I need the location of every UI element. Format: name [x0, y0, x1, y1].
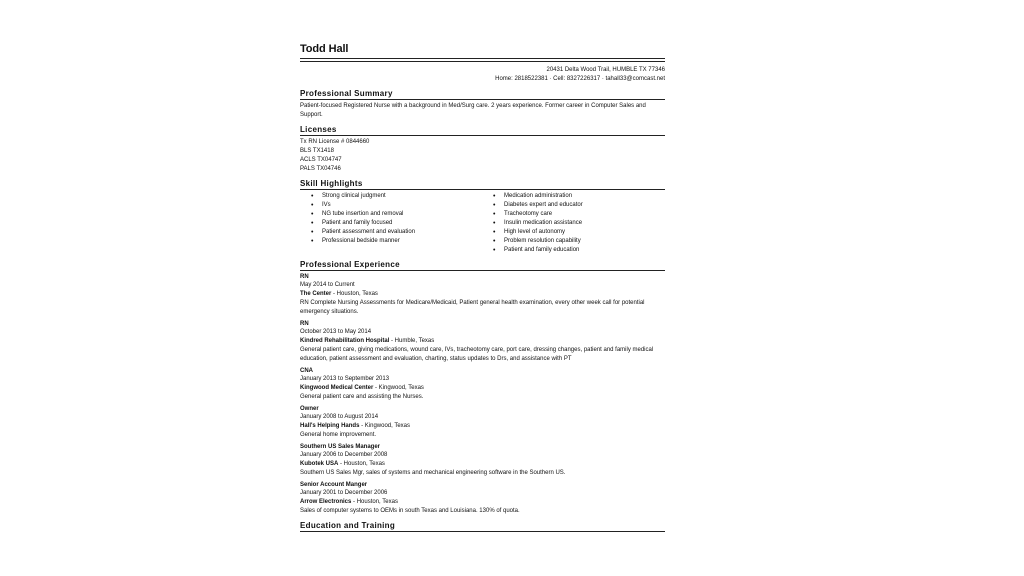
license-item: Tx RN License # 0844660 — [300, 139, 370, 145]
job-company: The Center — [300, 291, 332, 297]
job-entry — [300, 320, 665, 364]
job-location: - Houston, Texas — [338, 461, 385, 467]
contact-block — [300, 66, 665, 84]
skills-heading: Skill Highlights — [300, 179, 665, 190]
skill-item: • Insulin medication assistance — [482, 219, 583, 228]
contact-phones-email: Home: 2818522381 · Cell: 8327226317 · tahall33@comcast.net — [495, 76, 665, 82]
skills-columns — [300, 192, 665, 255]
license-item: PALS TX04746 — [300, 166, 341, 172]
job-entry — [300, 481, 665, 516]
skill-item: • Professional bedside manner — [300, 237, 482, 246]
skill-item: • Strong clinical judgment — [300, 192, 482, 201]
job-entry — [300, 273, 665, 317]
job-company-line — [300, 290, 665, 299]
job-description: General patient care, giving medications, wound care, IVs, tracheotomy care, port care, dressing changes, patient and family medical education, patient assessment and evaluation, charting, status updates to Drs, and assistance with PT — [300, 347, 654, 362]
job-company-line — [300, 498, 665, 507]
job-dates: January 2001 to December 2006 — [300, 490, 388, 496]
licenses-heading: Licenses — [300, 125, 665, 136]
skill-item: • Tracheotomy care — [482, 210, 583, 219]
skill-item: • Medication administration — [482, 192, 583, 201]
job-entry — [300, 443, 665, 478]
skill-item: • Problem resolution capability — [482, 237, 583, 246]
skills-right-list — [482, 192, 583, 255]
job-company: Kingwood Medical Center — [300, 385, 374, 391]
job-location: - Humble, Texas — [389, 338, 435, 344]
job-dates: January 2013 to September 2013 — [300, 376, 390, 382]
licenses-list — [300, 138, 665, 174]
skill-item: • High level of autonomy — [482, 228, 583, 237]
job-company-line — [300, 337, 665, 346]
job-entry — [300, 367, 665, 402]
job-dates: January 2008 to August 2014 — [300, 414, 379, 420]
job-company: Kubotek USA — [300, 461, 339, 467]
experience-list — [300, 273, 665, 516]
job-company-line — [300, 422, 665, 431]
job-dates: May 2014 to Current — [300, 282, 355, 288]
contact-address: 20431 Delta Wood Trail, HUMBLE TX 77346 — [546, 67, 665, 73]
header-divider — [300, 58, 665, 62]
job-company-line — [300, 384, 665, 393]
skill-item: • NG tube insertion and removal — [300, 210, 482, 219]
skill-item: • IVs — [300, 201, 482, 210]
skill-item: • Patient and family education — [482, 246, 583, 255]
job-location: - Kingwood, Texas — [359, 423, 411, 429]
job-company-line — [300, 460, 665, 469]
job-title: RN — [300, 321, 309, 327]
job-title: Senior Account Manger — [300, 482, 368, 488]
resume-name: Todd Hall — [300, 43, 349, 55]
job-entry — [300, 405, 665, 440]
skill-item: • Diabetes expert and educator — [482, 201, 583, 210]
job-location: - Kingwood, Texas — [373, 385, 424, 391]
license-item: ACLS TX04747 — [300, 157, 342, 163]
job-title: Southern US Sales Manager — [300, 444, 381, 450]
job-dates: October 2013 to May 2014 — [300, 329, 372, 335]
job-location: - Houston, Texas — [331, 291, 378, 297]
skills-left-list — [300, 192, 482, 255]
job-description: Southern US Sales Mgr, sales of systems and mechanical engineering software in the Southern US. — [300, 470, 566, 476]
job-description: RN Complete Nursing Assessments for Medicare/Medicaid, Patient general health examination, every other week call for potential emergency situations. — [300, 300, 645, 315]
summary-heading: Professional Summary — [300, 89, 665, 100]
resume-page — [300, 43, 665, 534]
job-description: Sales of computer systems to OEMs in south Texas and Louisiana. 130% of quota. — [300, 508, 520, 514]
job-title: CNA — [300, 368, 313, 374]
license-item: BLS TX1418 — [300, 148, 334, 154]
job-title: Owner — [300, 406, 319, 412]
summary-text: Patient-focused Registered Nurse with a background in Med/Surg care. 2 years experience. Former career in Computer Sales and Support. — [300, 103, 646, 118]
job-company: Hall's Helping Hands — [300, 423, 360, 429]
job-company: Arrow Electronics — [300, 499, 352, 505]
job-title: RN — [300, 274, 309, 280]
job-description: General home improvement. — [300, 432, 377, 438]
job-location: - Houston, Texas — [351, 499, 398, 505]
skill-item: • Patient assessment and evaluation — [300, 228, 482, 237]
job-dates: January 2006 to December 2008 — [300, 452, 388, 458]
education-heading: Education and Training — [300, 521, 665, 532]
skill-item: • Patient and family focused — [300, 219, 482, 228]
experience-heading: Professional Experience — [300, 260, 665, 271]
job-description: General patient care and assisting the Nurses. — [300, 394, 424, 400]
job-company: Kindred Rehabilitation Hospital — [300, 338, 390, 344]
